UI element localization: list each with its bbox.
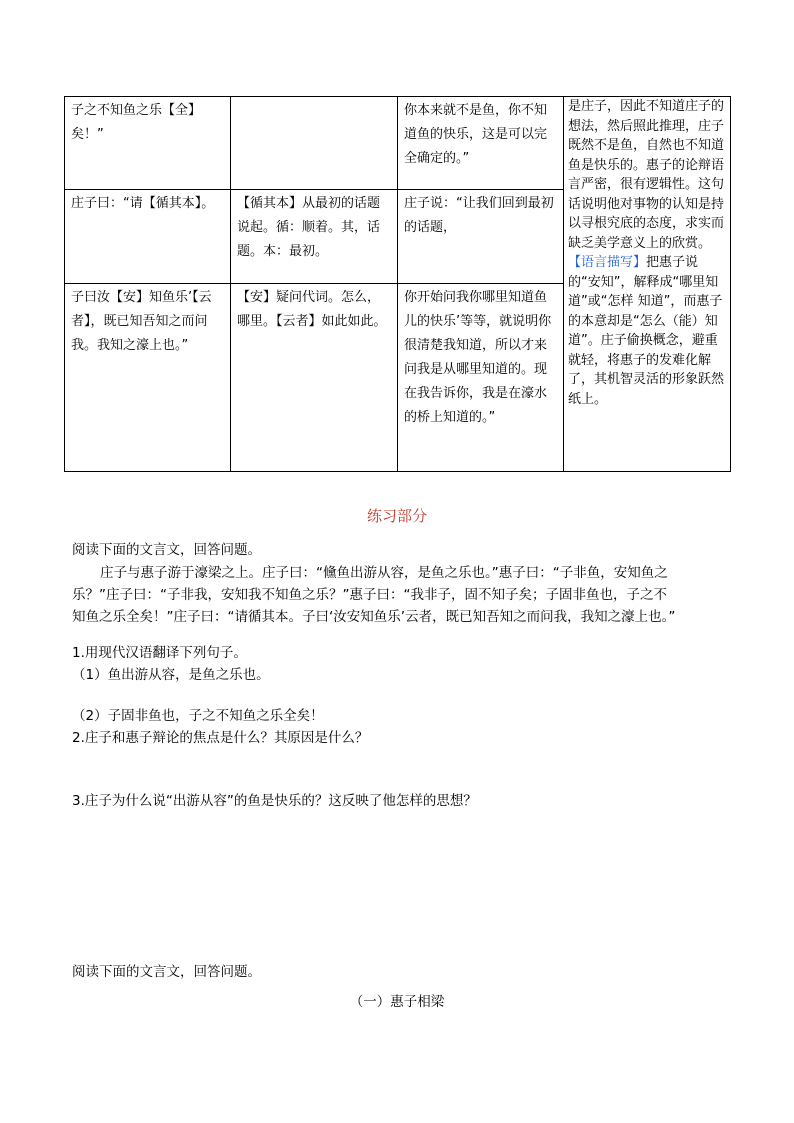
question-1: 1.用现代汉语翻译下列句子。 [72,645,247,661]
translation-cell: 你开始问我你哪里知道鱼儿的快乐’等等，就说明你很清楚我知道，所以才来问我是从哪里知道的。现在我告诉你，我是在濠水的桥上知道的。” [398,284,564,472]
subtitle: （一）惠子相梁 [349,994,445,1010]
analysis-tag: 【语言描写】 [568,255,647,270]
analysis-text-2: 把惠子说的“安知”，解释成“哪里知道”或“怎样 知道”，而惠子的本意却是“怎么（能）知道”。庄子偷换概念，避重就轻，将惠子的发难化解了，其机智灵活的形象跃然 纸上。 [568,255,725,407]
translation-cell: 庄子说：“让我们回到最初的话题， [398,190,564,284]
question-1-1: （1）鱼出游从容，是鱼之乐也。 [72,667,270,683]
passage-line: 知鱼之乐全矣！”庄子曰：“请循其本。子曰‘汝安知鱼乐’云者，既已知吾知之而问我，我知之濠上也。” [72,609,676,625]
section-title: 练习部分 [366,507,427,525]
analysis-cell [564,97,731,472]
instruction-2: 阅读下面的文言文，回答问题。 [72,964,261,980]
annotation-table [64,96,731,472]
passage-line: 庄子与惠子游于濠梁之上。庄子曰：“儵鱼出游从容，是鱼之乐也。”惠子曰：“子非鱼，安知鱼之 [100,565,668,581]
note-cell [231,97,398,190]
question-3: 3.庄子为什么说“出游从容”的鱼是快乐的？这反映了他怎样的思想？ [72,793,477,809]
translation-cell: 你本来就不是鱼，你不知道鱼的快乐，这是可以完全确定的。” [398,97,564,190]
question-1-2: （2）子固非鱼也，子之不知鱼之乐全矣！ [72,708,324,724]
original-text-cell: 庄子曰：“请【循其本】。 [65,190,231,284]
question-2: 2.庄子和惠子辩论的焦点是什么？其原因是什么？ [72,730,369,746]
note-cell: 【循其本】从最初的话题说起。循：顺着。其，话题。本：最初。 [231,190,398,284]
instruction: 阅读下面的文言文，回答问题。 [72,542,261,558]
note-cell: 【安】疑问代词。怎么，哪里。【云者】如此如此。 [231,284,398,472]
passage-line: 乐？”庄子曰：“子非我，安知我不知鱼之乐？”惠子曰：“我非子，固不知子矣；子固非鱼也，子之不 [72,587,667,603]
original-text-cell: 子曰汝【安】知鱼乐’【云者】，既已知吾知之而问我。我知之濠上也。” [65,284,231,472]
analysis-text: 是庄子，因此不知道庄子的想法，然后照此推理，庄子既然不是鱼，自然也不知道鱼是快乐的。惠子的论辩语言严密，很有逻辑性。这句话说明他对事物的认知是持以寻根究底的态度，求实而 缺乏美学意义上的欣赏。 [568,99,725,251]
table-row [65,97,731,190]
original-text-cell: 子之不知鱼之乐【全】矣！” [65,97,231,190]
